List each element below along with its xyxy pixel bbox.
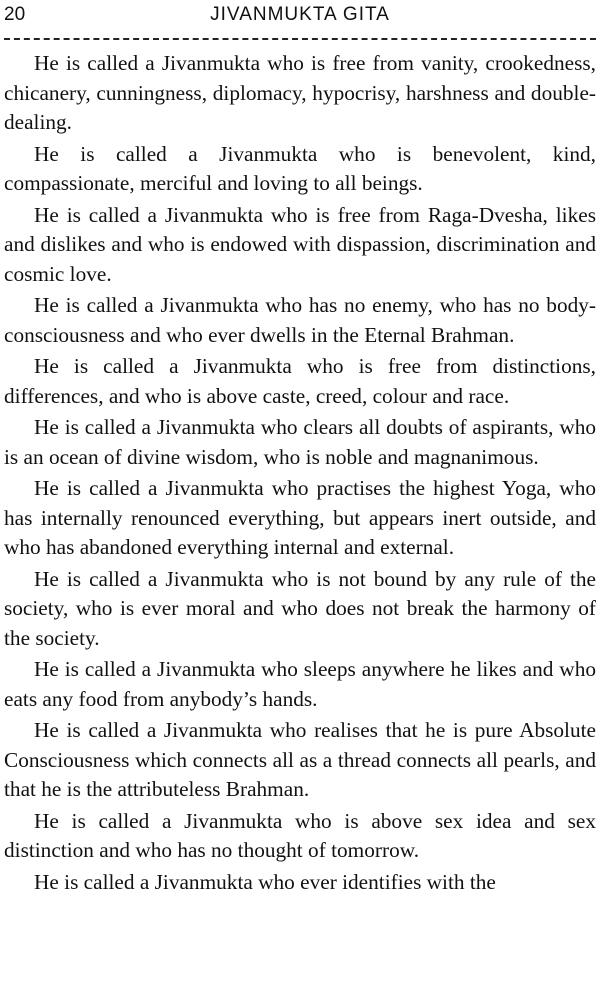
header-dashed-rule bbox=[4, 38, 596, 40]
paragraph: He is called a Jivanmukta who clears all doubts of aspirants, who is an ocean of divine wisdom, who is noble and magnanimous. bbox=[4, 415, 596, 469]
running-title: JIVANMUKTA GITA bbox=[210, 4, 390, 25]
paragraph: He is called a Jivanmukta who has no enemy, who has no body-consciousness and who ever dwells in the Eternal Brahman. bbox=[4, 293, 596, 347]
body-text bbox=[4, 49, 596, 899]
paragraph: He is called a Jivanmukta who is free from distinctions, differences, and who is above caste, creed, colour and race. bbox=[4, 354, 596, 408]
paragraph: He is called a Jivanmukta who practises the highest Yoga, who has internally renounced everything, but appears inert outside, and who has abandoned everything internal and external. bbox=[4, 476, 596, 559]
paragraph: He is called a Jivanmukta who is above sex idea and sex distinction and who has no thought of tomorrow. bbox=[4, 808, 596, 862]
page-number: 20 bbox=[4, 4, 26, 25]
paragraph: He is called a Jivanmukta who is free from Raga-Dvesha, likes and dislikes and who is endowed with dispassion, discrimination and cosmic love. bbox=[4, 202, 596, 286]
page-header bbox=[0, 2, 600, 30]
paragraph: He is called a Jivanmukta who realises that he is pure Absolute Consciousness which connects all as a thread connects all pearls, and that he is the attributeless Brahman. bbox=[4, 718, 596, 801]
paragraph: He is called a Jivanmukta who is free from vanity, crookedness, chicanery, cunningness, diplomacy, hypocrisy, harshness and double-dealing. bbox=[4, 51, 596, 134]
paragraph: He is called a Jivanmukta who sleeps anywhere he likes and who eats any food from anybody’s hands. bbox=[4, 657, 596, 711]
paragraph: He is called a Jivanmukta who ever identifies with the bbox=[34, 869, 496, 894]
paragraph: He is called a Jivanmukta who is not bound by any rule of the society, who is ever moral and who does not break the harmony of the society. bbox=[4, 566, 596, 650]
paragraph: He is called a Jivanmukta who is benevolent, kind, compassionate, merciful and loving to all beings. bbox=[4, 141, 596, 195]
